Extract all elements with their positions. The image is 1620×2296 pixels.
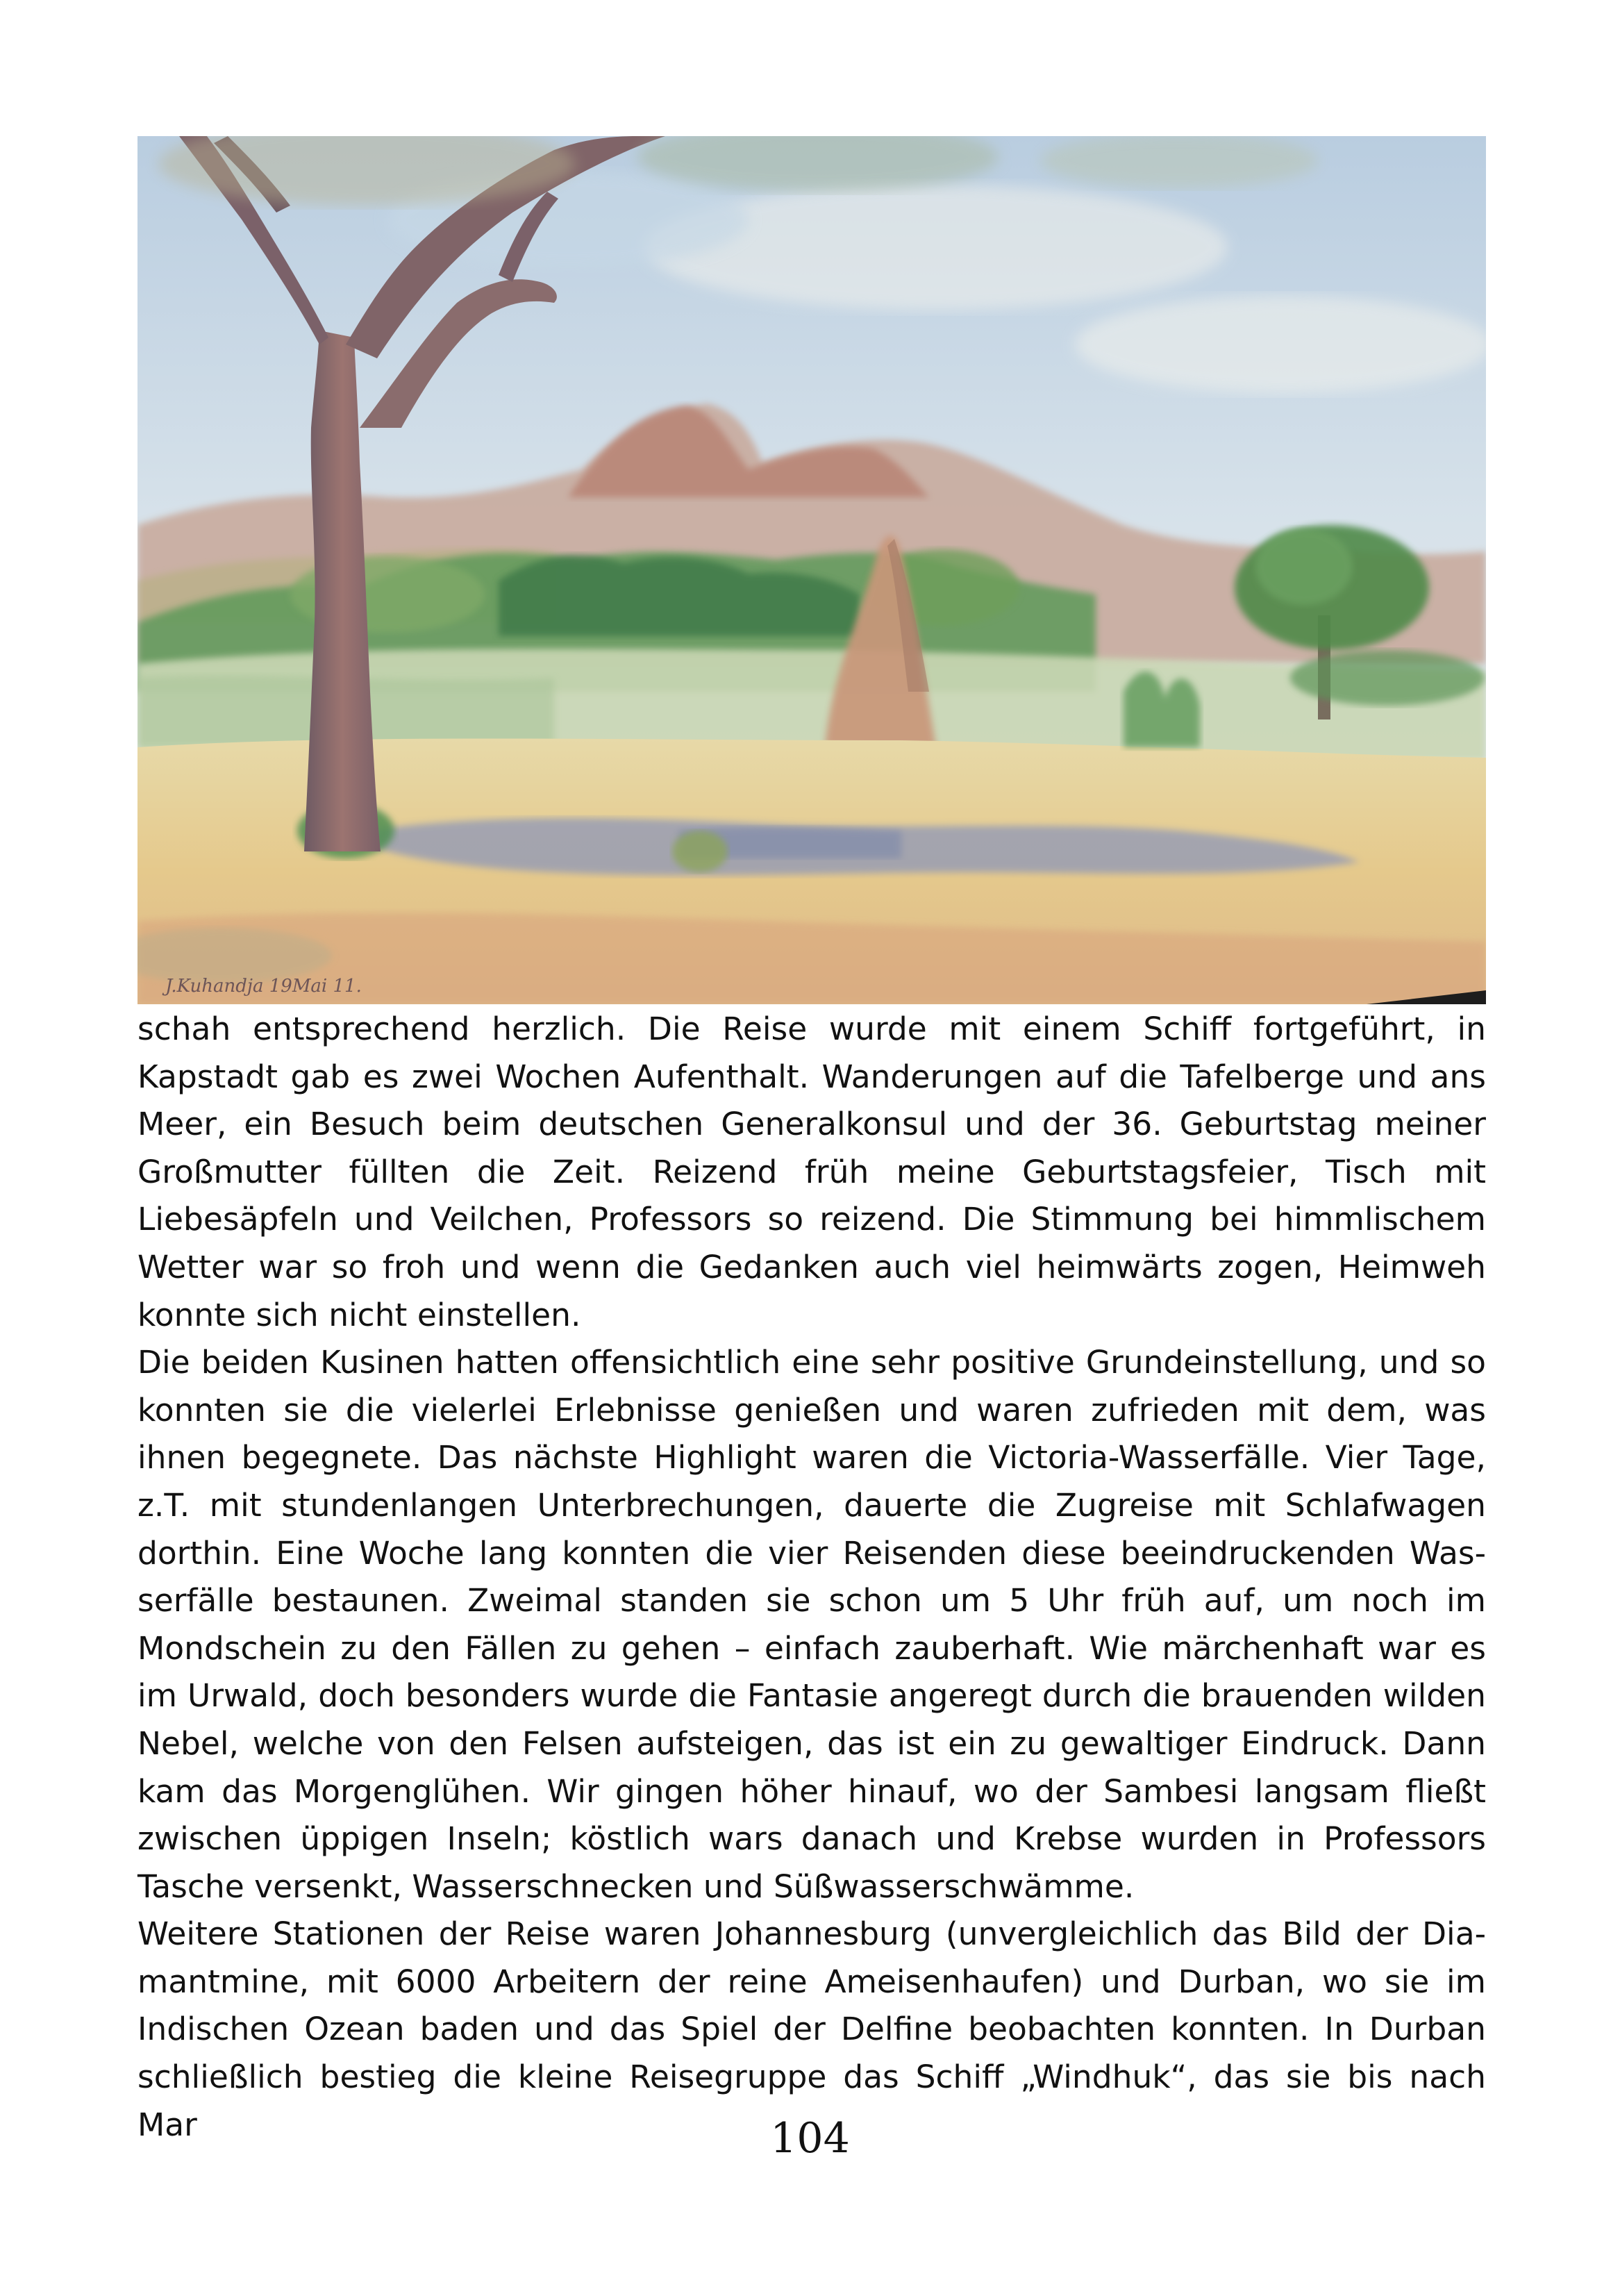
paragraph-3: Weitere Stationen der Reise waren Johannesburg (unvergleichlich das Bild der Diamantmine, mit 6000 Arbeitern der reine Ameisenhaufen) und Durban, wo sie im Indischen Ozean baden und das Spiel der Delfine beobachten konnten. In Durban schließlich bestieg die kleine Reisegruppe das Schiff „Windhuk“, das sie bis nach Mar	[137, 1915, 1486, 2143]
page-number: 104	[770, 2114, 850, 2163]
watercolor-landscape-image	[137, 136, 1486, 1004]
paragraph-2: Die beiden Kusinen hatten offensichtlich eine sehr positive Grundeinstellung, und so konnten sie die vielerlei Erlebnisse genießen und waren zufrieden mit dem, was ihnen begegnete. Das nächste Highlight waren die Victoria-Wasserfälle. Vier Tage, z.T. mit stundenlangen Unterbrechungen, dauerte die Zugreise mit Schlafwagen dorthin. Eine Woche lang konnten die vier Reisenden diese beeindruckenden Wasserfälle bestaunen. Zweimal standen sie schon um 5 Uhr früh auf, um noch im Mondschein zu den Fällen zu gehen – einfach zauberhaft. Wie märchenhaft war es im Urwald, doch besonders wurde die Fantasie angeregt durch die brauenden wilden Nebel, welche von den Felsen aufsteigen, das ist ein zu gewaltiger Eindruck. Dann kam das Morgenglühen. Wir gingen höher hinauf, wo der Sambesi langsam fließt zwischen üppigen Inseln; köstlich wars danach und Krebse wurden in Professors Tasche versenkt, Wasserschnecken und Süßwasserschwämme.	[137, 1344, 1486, 1905]
paragraph-1: schah entsprechend herzlich. Die Reise wurde mit einem Schiff fortgeführt, in Kapstadt gab es zwei Wochen Aufenthalt. Wanderungen auf die Tafelberge und ans Meer, ein Besuch beim deutschen Generalkonsul und der 36. Geburtstag meiner Großmutter füllten die Zeit. Reizend früh meine Geburtstagsfeier, Tisch mit Liebesäpfeln und Veilchen, Professors so reizend. Die Stimmung bei himmlischem Wetter war so froh und wenn die Gedanken auch viel heimwärts zogen, Heimweh konnte sich nicht einstellen.	[137, 1010, 1486, 1333]
watercolor-landscape-icon	[137, 136, 1486, 1004]
body-text	[137, 1006, 1486, 2149]
artist-signature: J.Kuhandja 19Mai 11.	[165, 976, 362, 997]
